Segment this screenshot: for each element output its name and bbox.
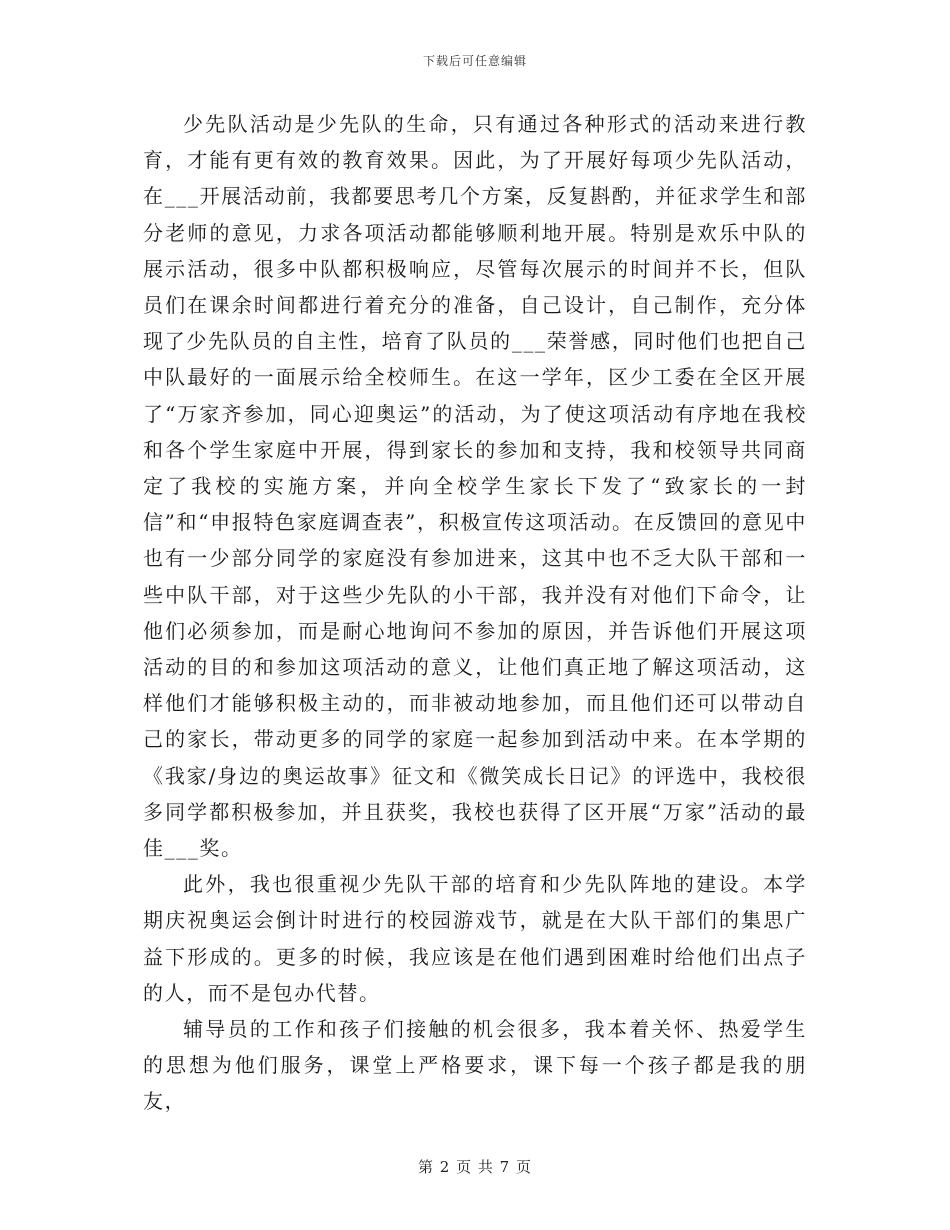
- document-body: [143, 106, 807, 1120]
- paragraph-3: 辅导员的工作和孩子们接触的机会很多，我本着关怀、热爱学生的思想为他们服务，课堂上严格要求，课下每一个孩子都是我的朋友，: [143, 1017, 807, 1114]
- paragraph-2: 此外，我也很重视少先队干部的培育和少先队阵地的建设。本学期庆祝奥运会倒计时进行的校园游戏节，就是在大队干部们的集思广益下形成的。更多的时候，我应该是在他们遇到困难时给他们出点子的人，而不是包办代替。: [143, 872, 807, 1005]
- page-number-footer: 第 2 页 共 7 页: [418, 1158, 532, 1176]
- paragraph-1: 少先队活动是少先队的生命，只有通过各种形式的活动来进行教育，才能有更有效的教育效果。因此，为了开展好每项少先队活动，在___开展活动前，我都要思考几个方案，反复斟酌，并征求学生和部分老师的意见，力求各项活动都能够顺利地开展。特别是欢乐中队的展示活动，很多中队都积极响应，尽管每次展示的时间并不长，但队员们在课余时间都进行着充分的准备，自己设计，自己制作，充分体现了少先队员的自主性，培育了队员的___荣誉感，同时他们也把自己中队最好的一面展示给全校师生。在这一学年，区少工委在全区开展了“万家齐参加，同心迎奥运”的活动，为了使这项活动有序地在我校和各个学生家庭中开展，得到家长的参加和支持，我和校领导共同商定了我校的实施方案，并向全校学生家长下发了“致家长的一封信”和“申报特色家庭调查表”，积极宣传这项活动。在反馈回的意见中也有一少部分同学的家庭没有参加进来，这其中也不乏大队干部和一些中队干部，对于这些少先队的小干部，我并没有对他们下命令，让他们必须参加，而是耐心地询问不参加的原因，并告诉他们开展这项活动的目的和参加这项活动的意义，让他们真正地了解这项活动，这样他们才能够积极主动的，而非被动地参加，而且他们还可以带动自己的家长，带动更多的同学的家庭一起参加到活动中来。在本学期的《我家/身边的奥运故事》征文和《微笑成长日记》的评选中，我校很多同学都积极参加，并且获奖，我校也获得了区开展“万家”活动的最佳___奖。: [143, 112, 807, 861]
- page-header-note: 下载后可任意编辑: [422, 54, 527, 68]
